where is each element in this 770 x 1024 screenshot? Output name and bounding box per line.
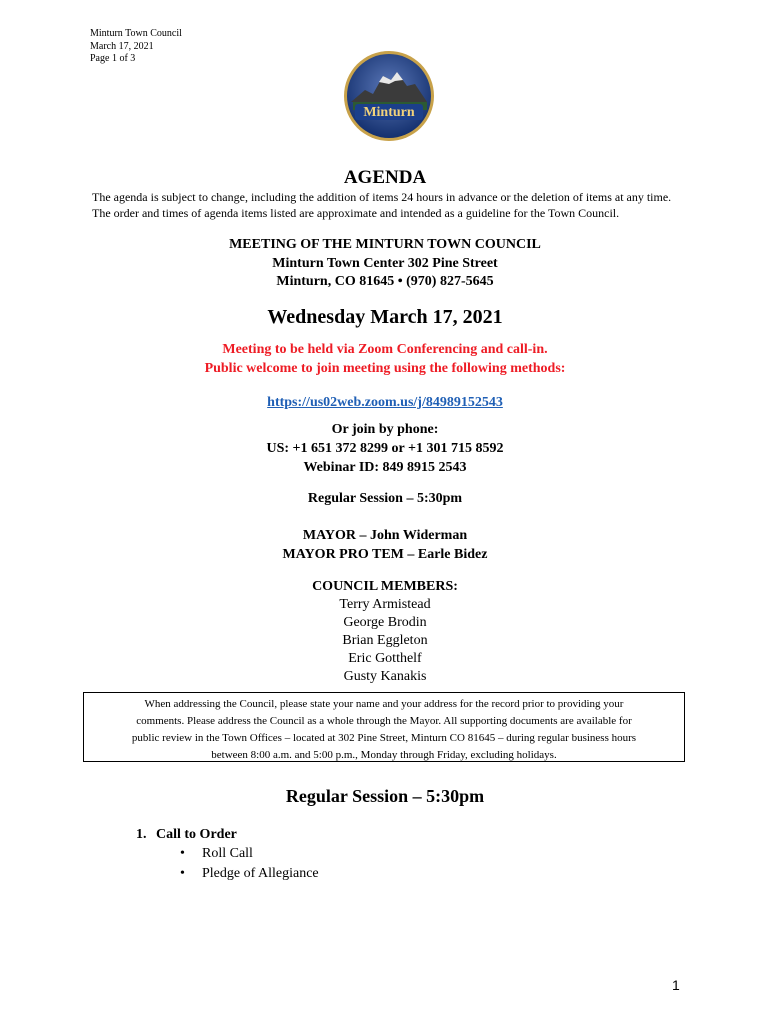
session-time: Regular Session – 5:30pm: [307, 491, 463, 506]
zoom-notice: [0, 340, 770, 378]
mayor: MAYOR – John Widerman: [302, 528, 468, 543]
logo-text: Minturn: [363, 105, 415, 120]
council-member: George Brodin: [343, 615, 427, 630]
meeting-location: Minturn Town Center 302 Pine Street: [272, 255, 498, 271]
phone-heading: Or join by phone:: [331, 422, 439, 437]
council-member: Terry Armistead: [339, 597, 431, 612]
meeting-date: Wednesday March 17, 2021: [267, 306, 503, 328]
town-seal-icon: [343, 50, 435, 142]
webinar-id: Webinar ID: 849 8915 2543: [303, 460, 467, 475]
notice-line: When addressing the Council, please state your name and your address for the record prior to providing your: [144, 698, 624, 710]
header-date: March 17, 2021: [90, 40, 154, 52]
meeting-title: MEETING OF THE MINTURN TOWN COUNCIL: [229, 237, 541, 252]
mayor-pro-tem: MAYOR PRO TEM – Earle Bidez: [282, 547, 488, 562]
zoom-notice-line2: Public welcome to join meeting using the following methods:: [204, 361, 566, 376]
meeting-info: [0, 236, 770, 292]
council-members: [0, 578, 770, 686]
agenda-subitem: [180, 864, 319, 884]
bullet-icon: •: [180, 846, 185, 861]
agenda-disclaimer: The agenda is subject to change, including the addition of items 24 hours in advance or the deletion of items at any time. The order and times of agenda items listed are approximate and intended as a guideline for the Town Council.: [92, 190, 672, 220]
zoom-link-row: [0, 395, 770, 411]
council-heading: COUNCIL MEMBERS:: [312, 579, 458, 594]
council-member: Eric Gotthelf: [348, 651, 422, 666]
agenda-item-title: [136, 825, 319, 844]
header-org: Minturn Town Council: [90, 28, 182, 39]
phone-info: [0, 420, 770, 477]
regular-session-heading: Regular Session – 5:30pm: [285, 786, 485, 806]
agenda-title: AGENDA: [343, 167, 427, 188]
header-page: Page 1 of 3: [90, 53, 136, 64]
agenda-item: [136, 825, 319, 884]
agenda-subitems: [180, 844, 319, 884]
council-member: Gusty Kanakis: [343, 669, 427, 684]
bullet-icon: •: [180, 866, 185, 881]
page-number: 1: [672, 977, 680, 993]
notice-line: between 8:00 a.m. and 5:00 p.m., Monday through Friday, excluding holidays.: [211, 749, 557, 761]
phone-numbers: US: +1 651 372 8299 or +1 301 715 8592: [266, 441, 504, 456]
notice-line: public review in the Town Offices – located at 302 Pine Street, Minturn CO 81645 – during regular business hours: [131, 732, 637, 744]
notice-line: comments. Please address the Council as a whole through the Mayor. All supporting documents are available for: [136, 715, 632, 727]
subitem-label: Roll Call: [202, 846, 253, 861]
public-comment-notice: [83, 692, 685, 762]
meeting-city-phone: Minturn, CO 81645 • (970) 827-5645: [276, 274, 494, 289]
zoom-notice-line1: Meeting to be held via Zoom Conferencing and call-in.: [222, 342, 548, 357]
agenda-subitem: [180, 844, 319, 864]
agenda-items: [136, 825, 319, 884]
subitem-label: Pledge of Allegiance: [202, 866, 319, 881]
zoom-link[interactable]: https://us02web.zoom.us/j/84989152543: [267, 395, 503, 410]
minturn-logo: [343, 50, 435, 142]
agenda-item-number: 1.: [136, 827, 147, 842]
agenda-item-label: Call to Order: [156, 827, 237, 842]
officials: [0, 526, 770, 564]
council-member: Brian Eggleton: [342, 633, 428, 648]
header-info: [90, 28, 182, 66]
